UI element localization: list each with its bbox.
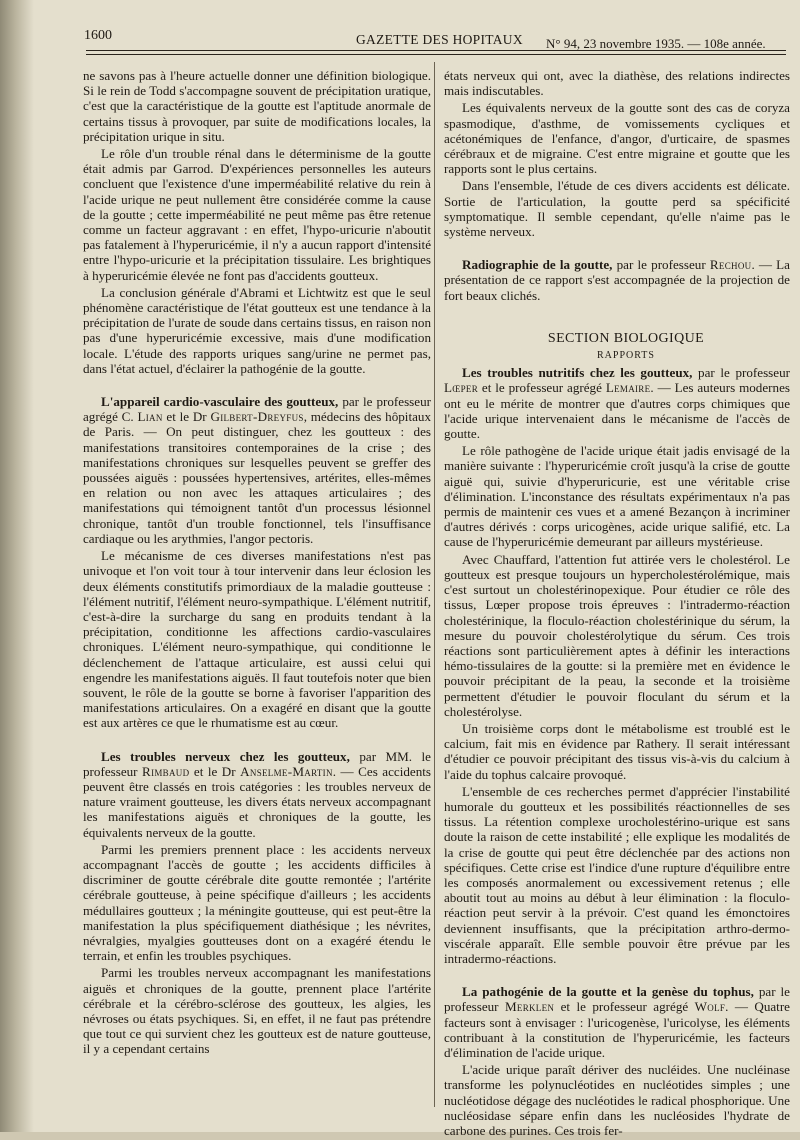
article-nerveux: Les troubles nerveux chez les goutteux, par MM. le professeur Rimbaud et le Dr Anselme-Martin. — Ces accidents peuvent être classés en trois catégories : les troubles nerveux de nature vraiment goutteuse, les divers états nerveux accompagnant les manifestations aiguës et chroniques de la goutte, les équivalents nerveux de la goutte.	[83, 748, 432, 840]
section-subheading: RAPPORTS	[597, 350, 655, 362]
paragraph: Le rôle d'un trouble rénal dans le déterminisme de la goutte était admis par Garrod. D'expériences personnelles les auteurs concluent que l'existence d'une imperméabilité relative du rein à l'acide urique ne peut nullement être considérée comme la cause de la goutte ; cette imperméabilité ne peut même pas être retenue comme un facteur aggravant : en effet, l'hypo-uricurie n'aboutit pas fatalement à l'hyperuricémie, il n'y a aucun rapport d'intensité entre l'hypo-uricurie et la précipitation tissulaire. Les brightiques à hyperuricémie élevée ne font pas d'accidents goutteux.	[83, 146, 431, 283]
paragraph: Le rôle pathogène de l'acide urique était jadis envisagé de la manière suivante : l'hyperuricémie croît jusqu'à la crise de goutte aiguë qui, suivie d'hyperuricurie, est une véritable crise d'élimination. L'inconstance des résultats expérimentaux n'a pas permis de maintenir ces vues et a amené Bezançon à incriminer d'autres dérivés : corps uricogènes, acide urique salifié, etc. La cause de l'hyperuricémie demeurant par ailleurs mystérieuse.	[444, 443, 790, 550]
paragraph: ne savons pas à l'heure actuelle donner une définition biologique. Si le rein de Todd s'accompagne souvent de précipitation uratique, c'est que la caractéristique de la goutte est l'aptitude anormale de certains tissus à provoquer, par suite de modifications locales, la précipitation urique in situ.	[83, 68, 431, 144]
left-column	[83, 68, 431, 1059]
article-heading: Les troubles nerveux chez les goutteux,	[101, 748, 350, 764]
paragraph: Parmi les premiers prennent place : les accidents nerveux accompagnant l'accès de goutte ; les accidents difficiles à discriminer de goutte cérébrale dite goutte remontée ; l'artérite cérébrale goutteuse, à peine spécifique d'ailleurs ; les accidents médullaires goutteux ; la méningite goutteuse, qui est peut-être la manifestation la plus spécifiquement diathésique ; les névrites, névralgies, myalgies goutteuses dont on a exagéré étendu le terrain, et enfin les troubles psychiques.	[83, 841, 431, 964]
article-radiographie: Radiographie de la goutte, par le professeur Rechou. — La présentation de ce rapport s'est accompagnée de la projection de fort beaux clichés.	[444, 257, 790, 303]
paragraph: Dans l'ensemble, l'étude de ces divers accidents est délicate. Sortie de l'articulation, la goutte perd sa spécificité symptomatique. Il semble cependant, qu'elle n'aime pas le système nerveux.	[444, 178, 790, 240]
newspaper-page	[26, 0, 800, 1138]
author-name: Gilbert-Dreyfus	[210, 409, 304, 425]
spacer	[83, 733, 431, 749]
paragraph: Les équivalents nerveux de la goutte sont des cas de coryza spasmodique, d'asthme, de vomissements cycliques et acétonémiques de l'enfance, d'angor, d'urticaire, de spasmes cérébraux et de migraine. C'est entre migraine et goutte que les rapports sont le plus certains.	[444, 100, 790, 177]
journal-title: GAZETTE DES HOPITAUX	[356, 32, 523, 47]
spacer	[444, 241, 790, 257]
article-pathogenie: La pathogénie de la goutte et la genèse du tophus, par le professeur Merklen et le professeur agrégé Wolf. — Quatre facteurs sont à envisager : l'uricogenèse, l'uricolyse, les éléments contribuant à la constitution de l'hyperuricémie, les facteurs d'élimination de l'acide urique.	[444, 984, 790, 1060]
spacer	[444, 968, 790, 984]
paragraph: La conclusion générale d'Abrami et Lichtwitz est que le seul phénomène caractéristique de l'état goutteux est une tendance à la précipitation de l'urate de soude dans certains tissus, en raison non pas d'une hyperuricémie excessive, mais d'une modification locale. L'étude des rapports uriques sang/urine ne permet pas, dans l'état actuel, d'éclairer la pathogénie de la goutte.	[83, 284, 431, 376]
spacer	[444, 305, 790, 331]
paragraph: L'acide urique paraît dériver des nucléides. Une nucléinase transforme les polynucléotides en nucléotides simples ; une nucléotidose dégage des nucléotides le radical phosphorique. Une nucléosidase sépare enfin dans les nucléosides l'hydrate de carbone des purines. Ces trois fer-	[444, 1062, 790, 1138]
article-heading: La pathogénie de la goutte et la genèse du tophus,	[462, 984, 754, 1000]
author-name: Lœper	[444, 380, 479, 396]
author-name: Anselme-Martin	[240, 763, 333, 779]
author-name: Wolf	[694, 999, 726, 1015]
author-name: Lian	[137, 409, 163, 425]
article-heading: L'appareil cardio-vasculaire des goutteux,	[101, 394, 339, 410]
article-nutritifs: Les troubles nutritifs chez les goutteux, par le professeur Lœper et le professeur agrégé Lemaire. — Les auteurs modernes ont eu le mérite de montrer que d'autres corps chimiques que l'acide urique intervenaient dans le mécanisme de l'accès de goutte.	[444, 365, 790, 442]
header-rule-thin	[86, 54, 786, 55]
page-header	[26, 22, 800, 52]
author-name: Merklen	[504, 999, 555, 1015]
article-heading: Radiographie de la goutte,	[462, 257, 613, 273]
issue-info: N° 94, 23 novembre 1935. — 108e année.	[546, 36, 766, 51]
article-cardio: L'appareil cardio-vasculaire des goutteux, par le professeur agrégé C. Lian et le Dr Gilbert-Dreyfus, médecins des hôpitaux de Paris. — On peut distinguer, chez les goutteux : des manifestations transitoires contemporaines de la crise ; des manifestations chroniques sur lesquelles peuvent se greffer des poussées aiguës : poussées hypertensives, artérites, elles-mêmes en relation ou non avec les attaques articulaires ; des manifestations qui témoignent tantôt d'un processus lésionnel chronique, tantôt d'un trouble fonctionnel, tels l'insuffisance cardiaque ou les arythmies, l'angor pectoris.	[83, 394, 432, 546]
author-name: Rimbaud	[142, 763, 190, 779]
author-name: Lemaire	[605, 380, 651, 396]
paragraph: Avec Chauffard, l'attention fut attirée vers le cholestérol. Le goutteux est presque toujours un hypercholestérolémique, mais c'est surtout un cholestérinopexique. Pour étudier ce rôle des tissus, Lœper propose trois épreuves : l'intradermo-réaction cholestérinique, la floculo-réaction cholestérinique du sérum, la mesure du pouvoir cholestérolytique du sérum. Ces trois réactions sont particulièrement aptes à définir les interactions hémo-tissulaires de la goutte: si la première met en évidence le pouvoir précipitant de la peau, la seconde et la troisième permettent d'étudier le pouvoir floculant du sérum et la cholestérolyse.	[444, 551, 790, 719]
header-rule	[86, 50, 786, 51]
page-number: 1600	[84, 28, 112, 43]
spacer	[83, 378, 431, 394]
paragraph: Le mécanisme de ces diverses manifestations n'est pas univoque et l'on voit tour à tour intervenir dans leur éclosion les deux éléments constitutifs primordiaux de la maladie goutteuse : l'élément nutritif, l'élément neuro-sympathique. L'élément nutritif, c'est-à-dire la surcharge du sang en produits tendant à la précipitation, conditionne les affections cardio-vasculaires chroniques. L'élément neuro-sympathique, qui conditionne le déclenchement de l'attaque articulaire, est aussi celui qui engendre les manifestations aiguës. Il faut toutefois noter que bien souvent, le rôle de la goutte se borne à favoriser l'apparition des manifestations articulaires. On a exagéré en disant que la goutte est aux artères ce que le rhumatisme est au cœur.	[83, 548, 431, 731]
paragraph: Parmi les troubles nerveux accompagnant les manifestations aiguës et chroniques de la goutte, prennent place l'artérite cérébrale et la cérébro-sclérose des goutteux, les algies, les névroses ou états psychiques. Si, en effet, il ne faut pas prétendre que tout ce qui survient chez les goutteux est de nature goutteuse, il y a cependant certains	[83, 965, 431, 1057]
paragraph: L'ensemble de ces recherches permet d'apprécier l'instabilité humorale du goutteux et les possibilités réactionnelles de ses tissus. La rétention complexe urocholestérino-urique est sans doute la raison de cette instabilité ; elle explique les modalités de la crise de goutte qui peut être déclenchée par des actions non spécifiques. Cette crise est l'indice d'une rupture d'équilibre entre les composés anormalement ou excessivement retenus ; elle aboutit tout au moins au début à leur élimination : la floculo-réaction peut servir à la prévoir. C'est quand les émonctoires deviennent insuffisants, que la précipitation arthro-dermo-viscérale apparaît. Elle semble pouvoir être prévue par les intradermo-réactions.	[444, 783, 790, 966]
author-name: Rechou	[709, 257, 752, 273]
paragraph: états nerveux qui ont, avec la diathèse, des relations indirectes mais indiscutables.	[444, 68, 790, 99]
right-column	[444, 68, 790, 1140]
paragraph: Un troisième corps dont le métabolisme est troublé est le calcium, fait mis en évidence par Rathery. Il serait intéressant d'étudier ce pouvoir précipitant des tissus vis-à-vis du calcium à l'aide du tophus calcaire provoqué.	[444, 720, 790, 782]
section-heading: SECTION BIOLOGIQUE	[547, 330, 705, 346]
article-heading: Les troubles nutritifs chez les goutteux,	[462, 365, 693, 381]
column-divider	[434, 62, 435, 1107]
